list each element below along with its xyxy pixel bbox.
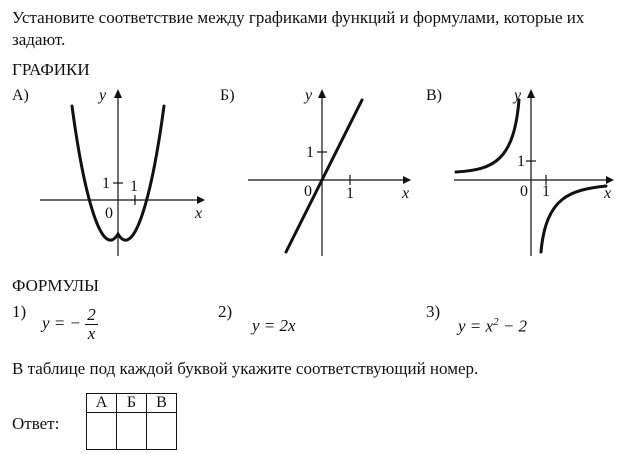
y-axis-label: y	[305, 87, 313, 104]
graph-c	[426, 86, 622, 262]
origin-label: 0	[105, 205, 113, 222]
formula-3-exponent: 2	[493, 316, 499, 328]
answer-table	[86, 393, 177, 450]
hyperbola-right-branch	[541, 186, 606, 252]
formula-3-number: 3)	[426, 302, 441, 321]
y-axis-label: y	[99, 87, 107, 104]
x-arrow-icon	[606, 176, 614, 184]
y-tick-label: 1	[306, 144, 314, 161]
formula-2: y = 2x	[252, 316, 296, 335]
formula-1	[42, 306, 98, 343]
graph-a	[12, 86, 208, 262]
answer-cell-a[interactable]	[87, 413, 117, 450]
origin-label: 0	[520, 183, 528, 200]
formula-3-base: y = x	[458, 316, 494, 336]
x-tick-label: 1	[130, 178, 138, 195]
y-tick-label: 1	[517, 153, 525, 170]
formula-2-number: 2)	[218, 302, 233, 321]
x-arrow-icon	[403, 176, 411, 184]
answer-header-row	[87, 394, 177, 413]
x-axis-label: x	[195, 205, 203, 222]
answer-column-b: Б	[117, 394, 147, 413]
line-curve	[286, 100, 362, 252]
formula-1-number: 1)	[12, 302, 27, 321]
instruction-text: В таблице под каждой буквой укажите соответствующий номер.	[12, 359, 479, 378]
answer-column-c: В	[147, 394, 177, 413]
formula-1-fraction	[85, 306, 98, 343]
y-arrow-icon	[527, 89, 535, 98]
graph-b	[220, 86, 416, 262]
answer-cell-b[interactable]	[117, 413, 147, 450]
y-axis-label: y	[514, 87, 522, 104]
answer-cell-c[interactable]	[147, 413, 177, 450]
graph-letter: В)	[426, 87, 442, 104]
y-arrow-icon	[114, 89, 122, 98]
graphs-heading: ГРАФИКИ	[12, 60, 90, 79]
graph-letter: Б)	[220, 87, 235, 104]
hyperbola-left-branch	[456, 100, 519, 172]
x-axis-label: x	[604, 185, 612, 202]
x-axis-label: x	[402, 185, 410, 202]
fraction-denominator: x	[87, 324, 96, 343]
formula-3	[458, 316, 527, 337]
y-arrow-icon	[318, 89, 326, 98]
formula-1-lhs: y = −	[42, 313, 81, 333]
answer-input-row	[87, 413, 177, 450]
answer-label: Ответ:	[12, 414, 60, 433]
formula-3-tail: − 2	[498, 316, 528, 336]
x-tick-label: 1	[542, 183, 550, 200]
x-tick-label: 1	[346, 185, 354, 202]
formulas-heading: ФОРМУЛЫ	[12, 276, 99, 295]
graph-letter: А)	[12, 87, 29, 104]
task-text: Установите соответствие между графиками функций и формулами, которые их задают.	[12, 8, 585, 49]
fraction-numerator: 2	[87, 305, 96, 324]
y-tick-label: 1	[102, 175, 110, 192]
answer-column-a: А	[87, 394, 117, 413]
x-arrow-icon	[197, 196, 205, 204]
origin-label: 0	[304, 183, 312, 200]
